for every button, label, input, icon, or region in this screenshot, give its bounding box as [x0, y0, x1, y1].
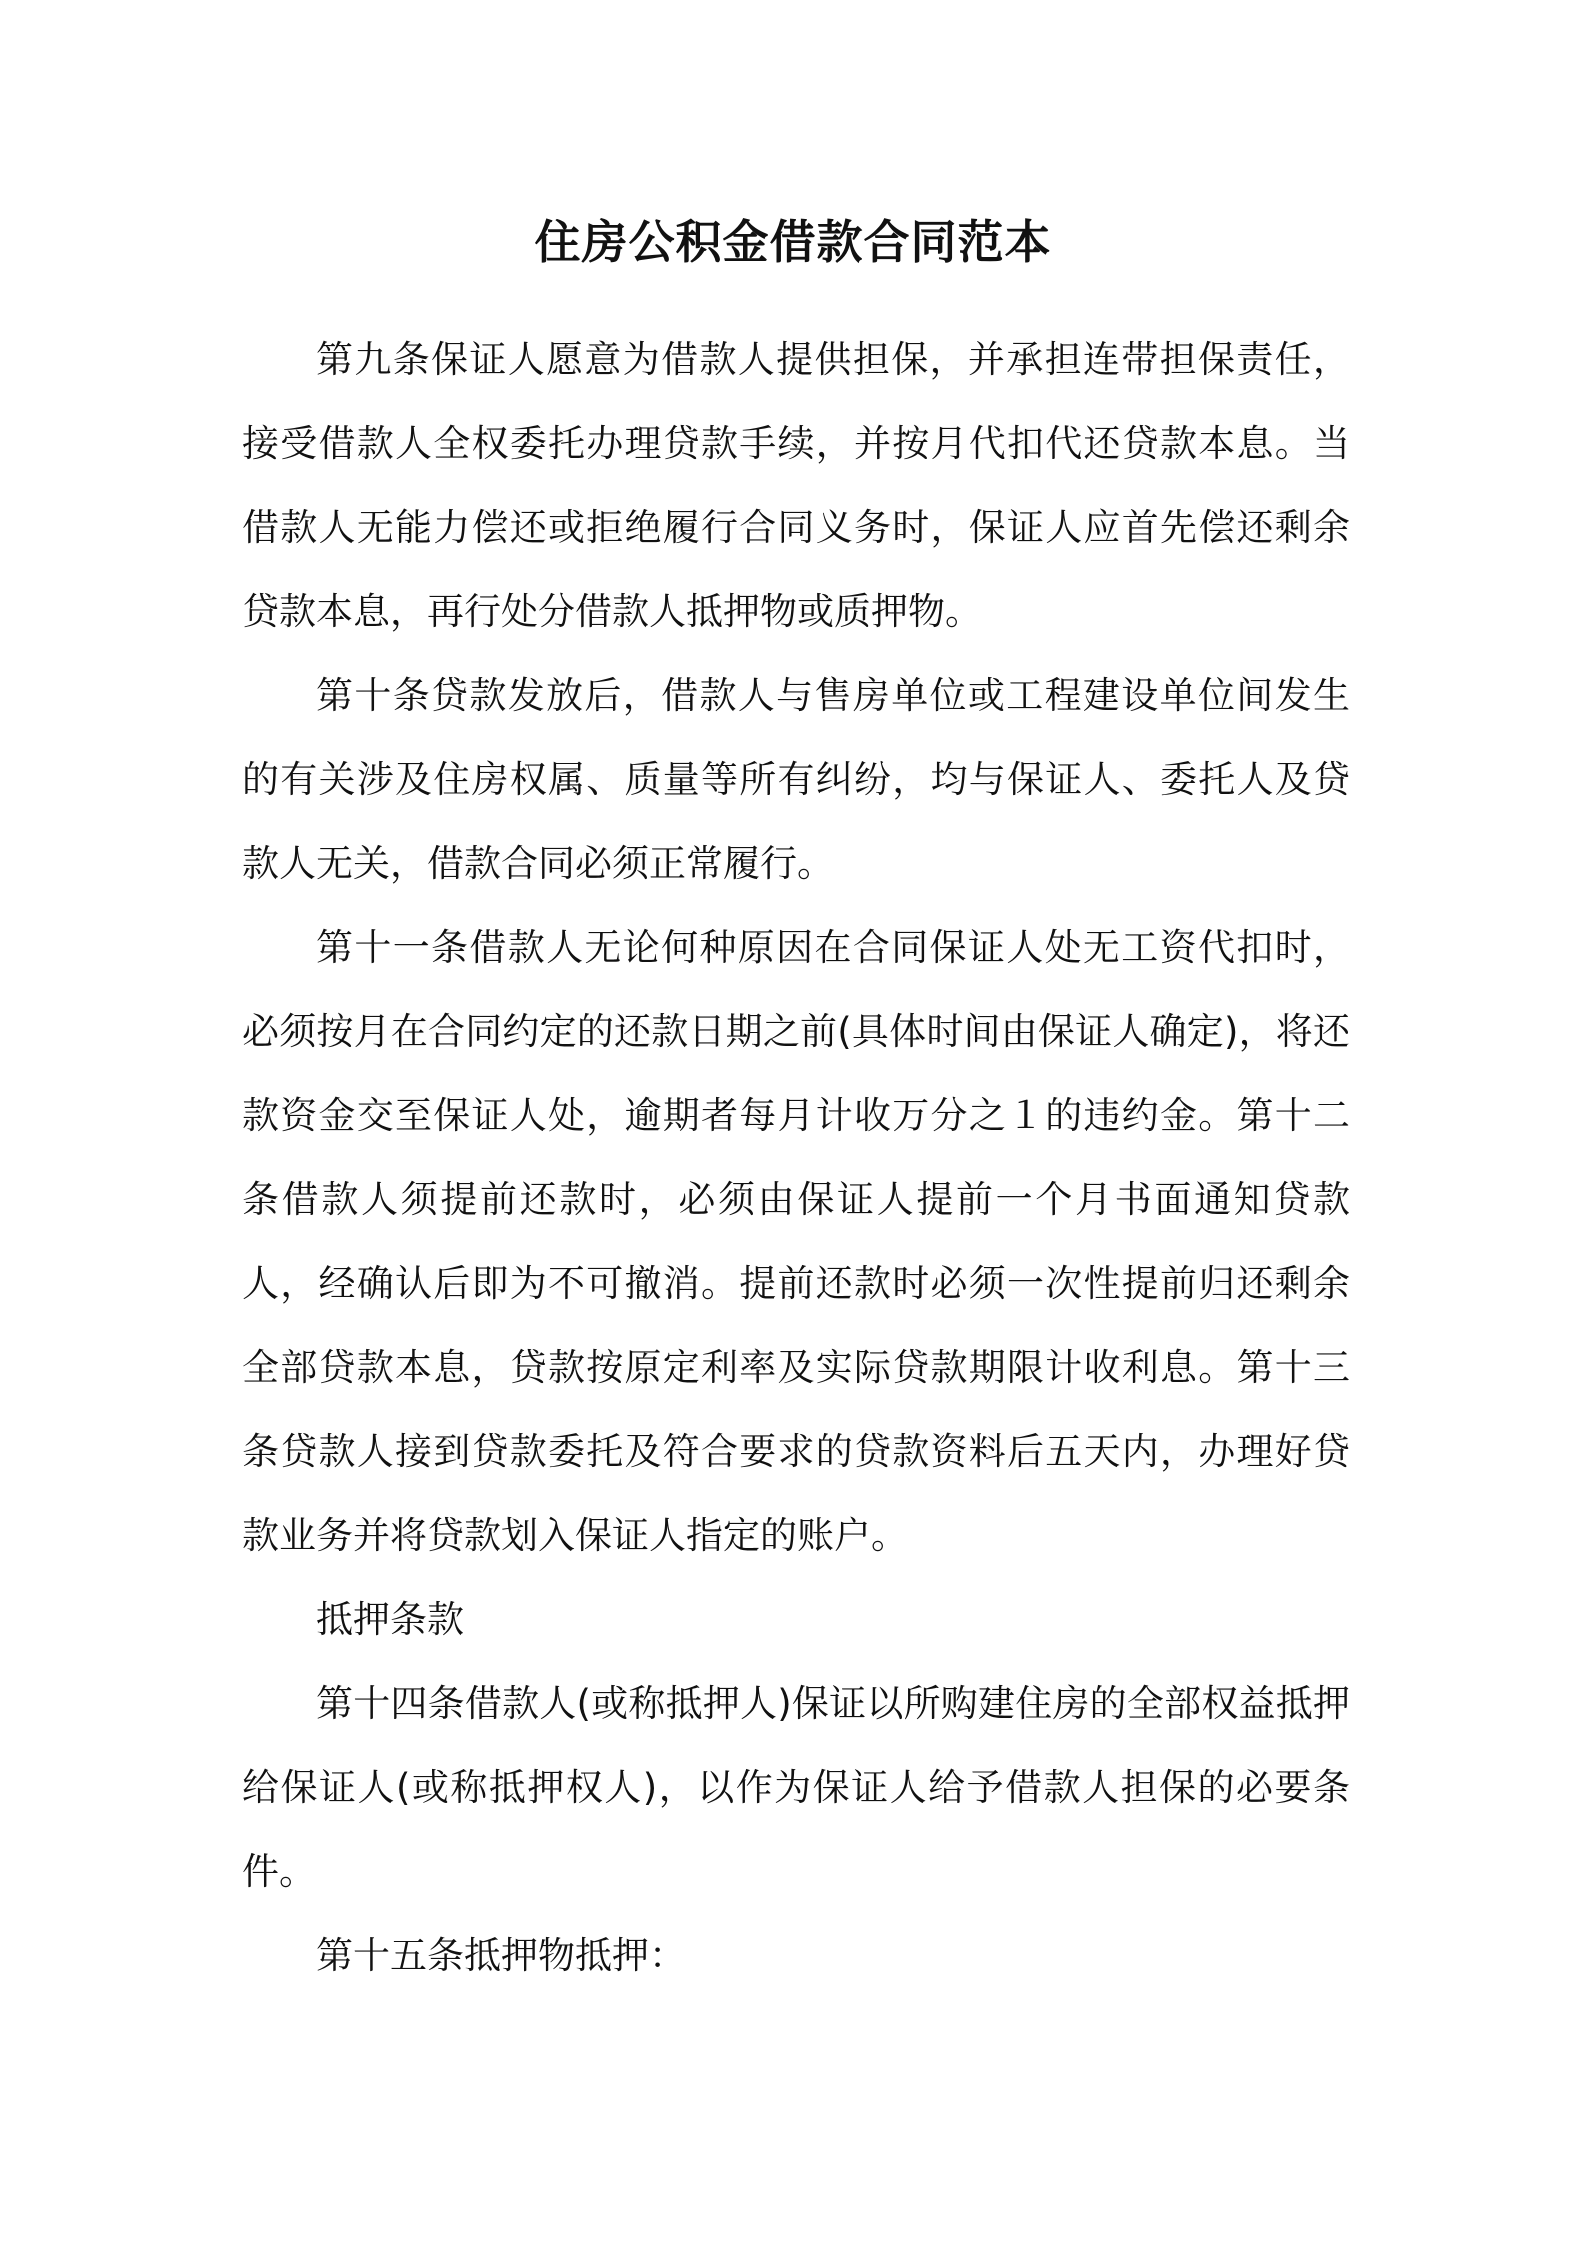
paragraph-article-14: 第十四条借款人(或称抵押人)保证以所购建住房的全部权益抵押给保证人(或称抵押权人)，以作为保证人给予借款人担保的必要条件。 — [242, 1682, 1350, 1893]
paragraph-article-15: 第十五条抵押物抵押： — [316, 1934, 686, 1977]
paragraph-article-11-13: 第十一条借款人无论何种原因在合同保证人处无工资代扣时，必须按月在合同约定的还款日期之前(具体时间由保证人确定)，将还款资金交至保证人处，逾期者每月计收万分之１的违约金。第十二条借款人须提前还款时，必须由保证人提前一个月书面通知贷款人，经确认后即为不可撤消。提前还款时必须一次性提前归还剩余全部贷款本息，贷款按原定利率及实际贷款期限计收利息。第十三条贷款人接到贷款委托及符合要求的贷款资料后五天内，办理好贷款业务并将贷款划入保证人指定的账户。 — [242, 926, 1350, 1557]
section-heading-mortgage: 抵押条款 — [316, 1598, 464, 1641]
paragraph-article-10: 第十条贷款发放后，借款人与售房单位或工程建设单位间发生的有关涉及住房权属、质量等所有纠纷，均与保证人、委托人及贷款人无关，借款合同必须正常履行。 — [242, 674, 1350, 885]
document-body — [242, 318, 1350, 1998]
paragraph-article-9: 第九条保证人愿意为借款人提供担保，并承担连带担保责任，接受借款人全权委托办理贷款手续，并按月代扣代还贷款本息。当借款人无能力偿还或拒绝履行合同义务时，保证人应首先偿还剩余贷款本息，再行处分借款人抵押物或质押物。 — [242, 338, 1350, 633]
document-title: 住房公积金借款合同范本 — [534, 215, 1052, 269]
